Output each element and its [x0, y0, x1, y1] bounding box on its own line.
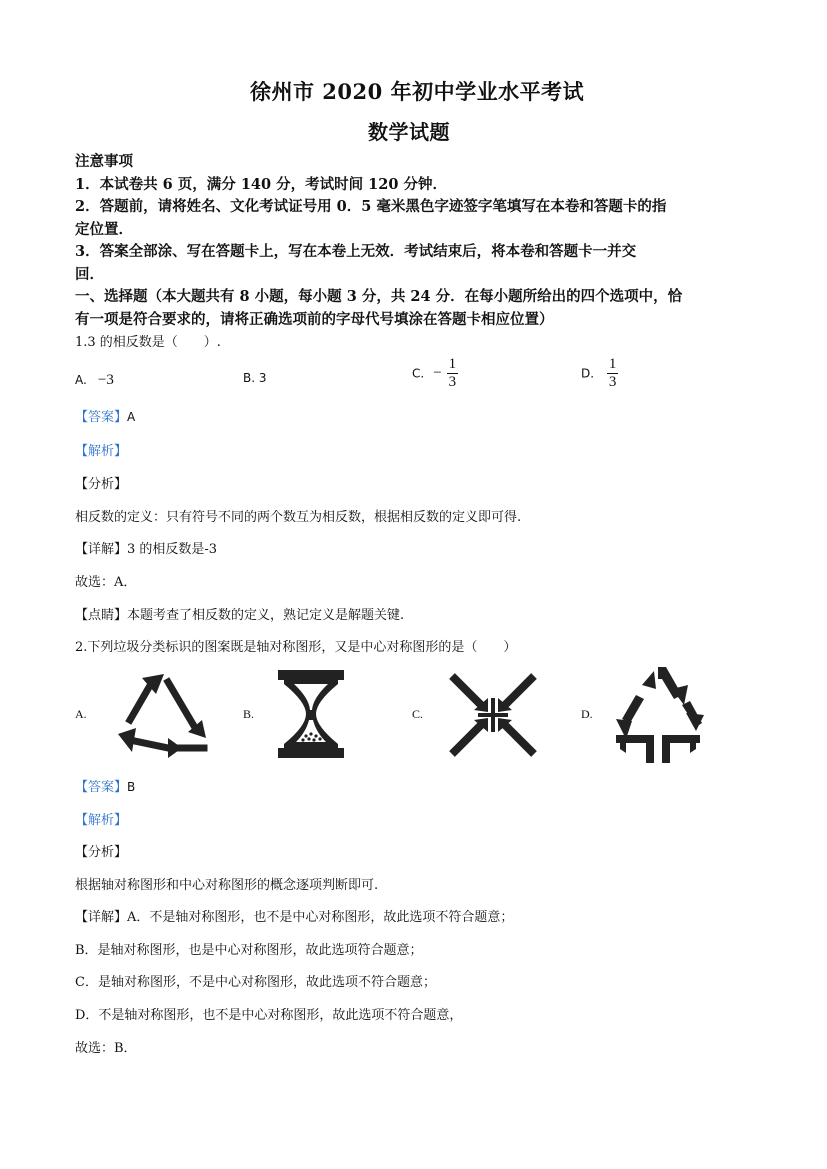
q2-option-label-b: B.	[243, 707, 255, 721]
recycle-triangle-icon	[612, 665, 704, 765]
q2-detail-c: C．是轴对称图形，不是中心对称图形，故此选项不符合题意；	[75, 975, 436, 990]
q1-option-c	[412, 356, 458, 391]
answer-value: B	[127, 780, 136, 794]
note-item: 3．答案全部涂、写在答题卡上，写在本卷上无效．考试结束后，将本卷和答题卡一并交	[75, 243, 637, 260]
note-item: 1．本试卷共 6 页，满分 140 分，考试时间 120 分钟．	[75, 175, 447, 193]
fraction-numerator: 1	[448, 356, 457, 372]
fraction-numerator: 1	[608, 356, 617, 372]
option-label: A.	[75, 373, 87, 387]
note-item: 2．答题前，请将姓名、文化考试证号用 0．5 毫米黑色字迹签字笔填写在本卷和答题卡的指	[75, 198, 667, 215]
option-label: D.	[581, 366, 595, 381]
notes-heading: 注意事项	[75, 153, 133, 170]
page-subtitle: 数学试题	[368, 120, 450, 144]
q2-detail-d: D．不是轴对称图形，也不是中心对称图形，故此选项不符合题意，	[75, 1008, 463, 1023]
q2-detail-a: 【详解】A．不是轴对称图形，也不是中心对称图形，故此选项不符合题意；	[75, 910, 514, 925]
q2-option-label-c: C.	[412, 707, 424, 721]
fraction-denominator: 3	[448, 374, 457, 390]
q2-fenxi-text: 根据轴对称图形和中心对称图形的概念逐项判断即可.	[75, 878, 379, 893]
q1-answer	[75, 406, 135, 425]
q2-choose: 故选：B．	[75, 1041, 137, 1056]
q1-comment: 【点睛】本题考查了相反数的定义，熟记定义是解题关键.	[75, 608, 405, 623]
hourglass-icon	[276, 668, 346, 760]
q1-choose: 故选：A．	[75, 575, 137, 590]
section-heading-line: 一、选择题（本大题共有 8 小题，每小题 3 分，共 24 分．在每小题所给出的四个选项中，恰	[75, 288, 683, 305]
inward-arrows-icon	[448, 672, 538, 758]
answer-tag: 【答案】	[75, 780, 128, 795]
recycle-arrows-icon	[108, 668, 212, 758]
page-title: 徐州市 2020 年初中学业水平考试	[250, 79, 585, 104]
fraction	[447, 356, 458, 391]
minus-sign: −	[433, 365, 442, 381]
q2-detail-b: B．是轴对称图形，也是中心对称图形，故此选项符合题意；	[75, 943, 423, 958]
fraction	[607, 356, 618, 391]
q2-option-label-d: D.	[581, 707, 593, 721]
note-item: 回．	[75, 265, 104, 283]
q2-analysis-tag: 【解析】	[75, 813, 128, 828]
option-value: −3	[97, 372, 114, 388]
q2-stem: 2.下列垃圾分类标识的图案既是轴对称图形，又是中心对称图形的是（ ）	[75, 640, 517, 655]
q1-fenxi-tag: 【分析】	[75, 477, 128, 492]
section-heading-line: 有一项是符合要求的，请将正确选项前的字母代号填涂在答题卡相应位置）	[75, 310, 554, 328]
q2-answer	[75, 776, 135, 795]
option-label: C.	[412, 366, 425, 381]
q1-option-a	[75, 369, 114, 389]
q1-analysis-tag: 【解析】	[75, 444, 128, 459]
fraction-denominator: 3	[608, 374, 617, 390]
notes-block	[75, 151, 765, 331]
answer-value: A	[127, 410, 136, 424]
note-item: 定位置．	[75, 220, 133, 238]
q2-option-label-a: A.	[75, 707, 87, 721]
answer-tag: 【答案】	[75, 410, 128, 425]
q1-option-d	[581, 356, 618, 391]
q1-option-b: B. 3	[243, 371, 267, 385]
q2-fenxi-tag: 【分析】	[75, 845, 128, 860]
q1-stem: 1.3 的相反数是（ ）.	[75, 335, 221, 350]
q1-fenxi-text: 相反数的定义：只有符号不同的两个数互为相反数，根据相反数的定义即可得.	[75, 510, 522, 525]
q1-detail: 【详解】3 的相反数是-3	[75, 542, 218, 557]
